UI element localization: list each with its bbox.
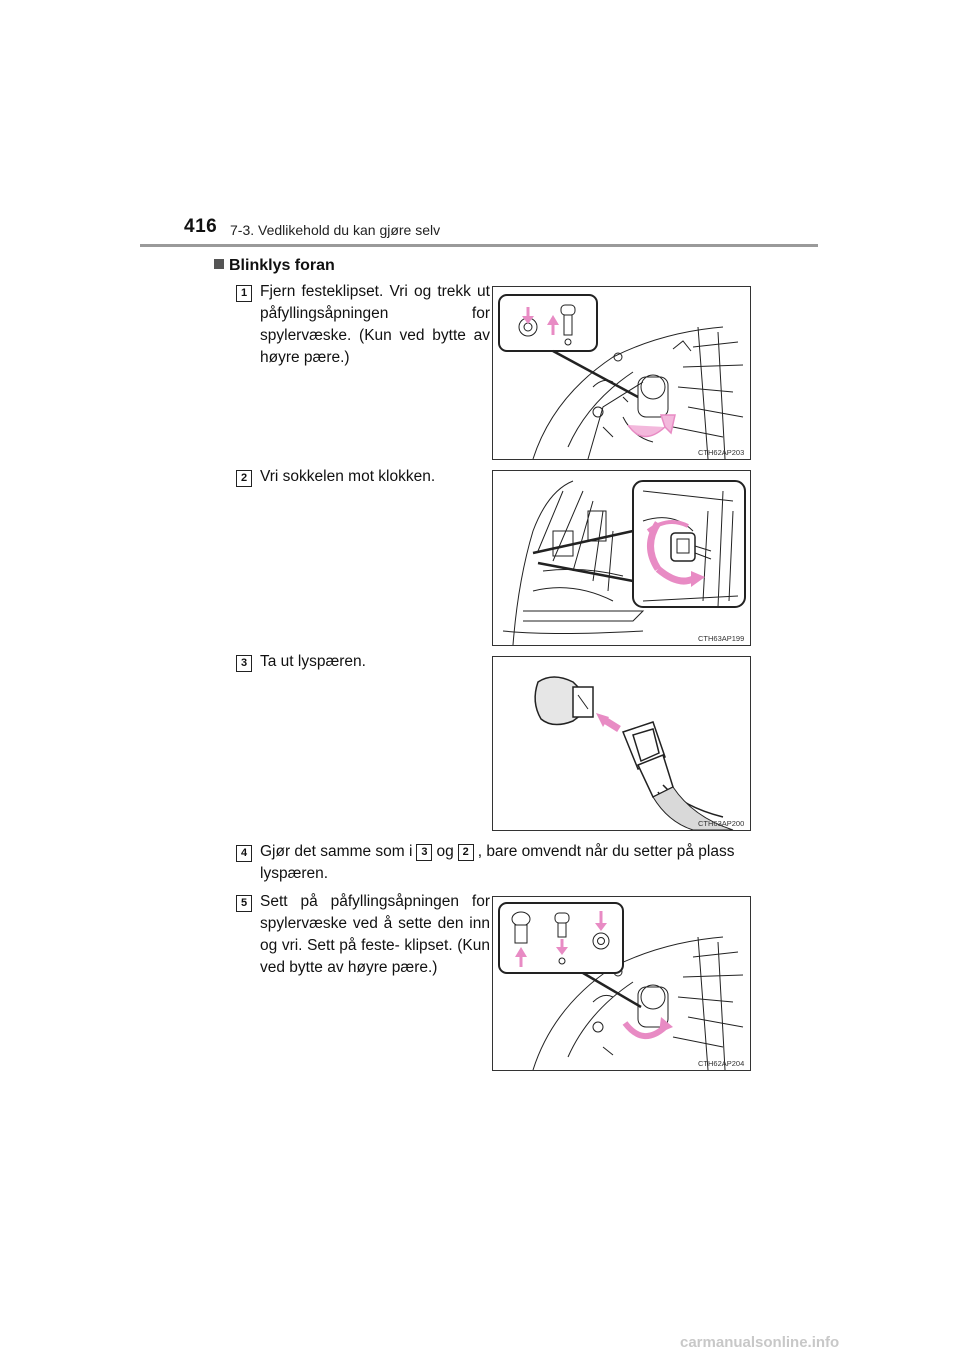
header-rule [140,244,818,247]
step-4-text-after: , bare omvendt når du setter på plass lyspæren. [260,843,735,882]
step-number-1: 1 [236,285,252,302]
step-4-text-before: Gjør det samme som i [260,843,413,860]
chapter-title: 7-3. Vedlikehold du kan gjøre selv [230,222,441,238]
step-ref-3: 3 [416,844,432,861]
step-number-5: 5 [236,895,252,912]
step-1-text: Fjern festeklipset. Vri og trekk ut påfyllingsåpningen for spylervæske. (Kun ved bytte av høyre pære.) [260,283,490,366]
figure-3-code: CTH63AP200 [698,819,745,828]
step-3-text: Ta ut lyspæren. [260,653,366,670]
section-heading [214,257,335,275]
step-2-text: Vri sokkelen mot klokken. [260,468,436,485]
figure-3 [492,656,751,831]
step-4-text-mid: og [436,843,454,860]
step-5-text: Sett på påfyllingsåpningen for spylervæske ved å sette den inn og vri. Sett på feste- klipset. (Kun ved bytte av høyre pære.) [260,893,490,976]
figure-1-code: CTH62AP203 [698,448,745,457]
step-number-4: 4 [236,845,252,862]
step-4-text [260,841,760,885]
figure-2-code: CTH63AP199 [698,634,745,643]
step-number-3: 3 [236,655,252,672]
watermark: carmanualsonline.info [680,1334,840,1351]
figure-5-code: CTH62AP204 [698,1059,745,1068]
square-bullet-icon [214,259,224,269]
page-number: 416 [184,216,218,237]
figure-2 [492,470,751,646]
step-ref-2: 2 [458,844,474,861]
figure-5 [492,896,751,1071]
figure-1 [492,286,751,460]
section-title: Blinklys foran [229,257,335,274]
step-number-2: 2 [236,470,252,487]
